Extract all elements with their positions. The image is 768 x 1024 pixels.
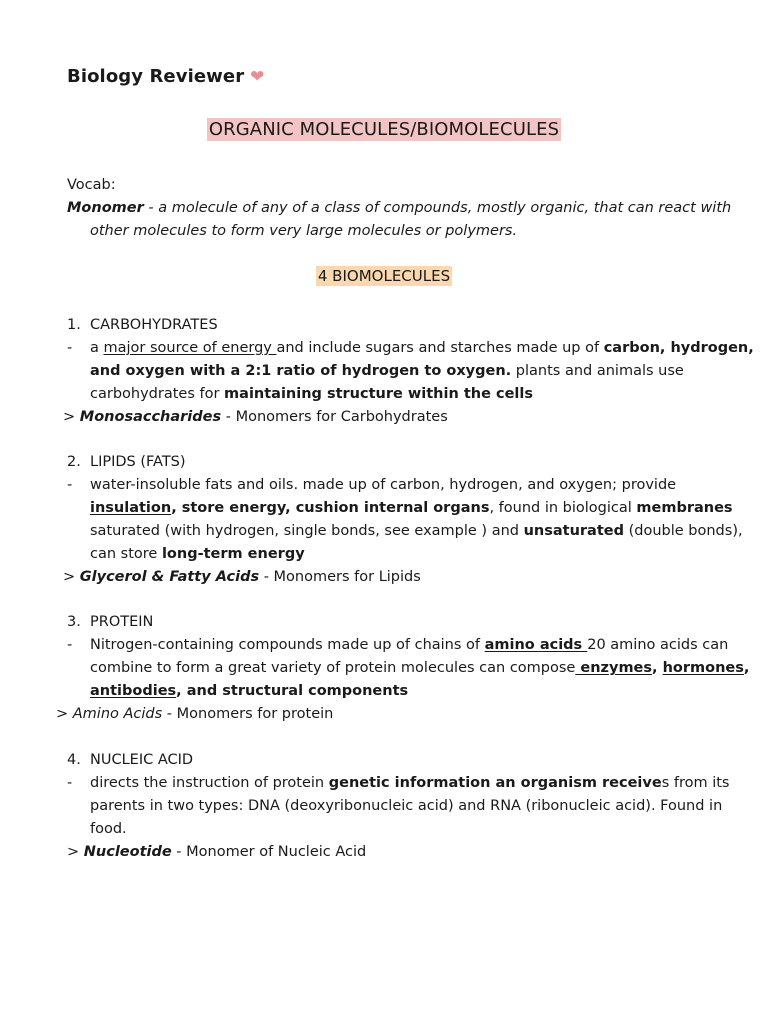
- underlined-text: major source of energy: [103, 340, 277, 356]
- section-text-line: [90, 338, 754, 358]
- text-run: s from its: [661, 775, 730, 791]
- text-run: can store: [90, 546, 162, 562]
- section-text-line: [90, 819, 127, 839]
- bullet-dash: -: [67, 637, 73, 653]
- section-number: 1.: [67, 317, 81, 333]
- bold-text: unsaturated: [523, 523, 624, 539]
- bullet-dash: -: [67, 340, 73, 356]
- text-run: parents in two types: DNA (deoxyribonucleic acid) and RNA (ribonucleic acid). Found in: [90, 798, 723, 814]
- bullet-dash: -: [67, 775, 73, 791]
- sub-heading: 4 BIOMOLECULES: [317, 267, 451, 285]
- section-text-line: [90, 361, 684, 381]
- monomer-line: [67, 842, 366, 862]
- monomer-line: [63, 567, 421, 587]
- bold-underlined-text: insulation: [90, 500, 172, 516]
- text-run: , found in biological: [489, 500, 637, 516]
- section-text-line: [90, 681, 408, 701]
- bold-text: maintaining structure within the cells: [224, 386, 533, 402]
- main-heading-row: [0, 118, 768, 141]
- text-run: saturated (with hydrogen, single bonds, see example ) and: [90, 523, 524, 539]
- bold-underlined-text: antibodies: [90, 683, 177, 699]
- bold-text: , and structural components: [176, 683, 409, 699]
- text-run: food.: [90, 821, 127, 837]
- vocab-definition-line-1: [67, 198, 731, 218]
- monomer-term: Monosaccharides: [79, 409, 222, 425]
- main-heading: ORGANIC MOLECULES/BIOMOLECULES: [208, 119, 560, 140]
- section-text-line: [90, 498, 733, 518]
- bold-text: ,: [652, 660, 663, 676]
- text-run: combine to form a great variety of protein molecules can compose: [90, 660, 576, 676]
- vocab-term: Monomer: [67, 200, 144, 216]
- section-text-line: [90, 635, 728, 655]
- heart-icon: ❤: [250, 67, 265, 87]
- section-title: LIPIDS (FATS): [90, 454, 186, 470]
- monomer-term: Glycerol & Fatty Acids: [79, 569, 260, 585]
- vocab-definition-text: - a molecule of any of a class of compounds, mostly organic, that can react with: [143, 200, 732, 216]
- section-text-line: [90, 773, 729, 793]
- bold-underlined-text: hormones: [662, 660, 744, 676]
- monomer-description: - Monomers for Carbohydrates: [221, 409, 448, 425]
- section-text-line: [90, 658, 749, 678]
- vocab-definition-line-2: other molecules to form very large molecules or polymers.: [90, 223, 518, 239]
- section-title: PROTEIN: [90, 614, 154, 630]
- section-title: NUCLEIC ACID: [90, 752, 194, 768]
- bold-text: carbon, hydrogen,: [603, 340, 754, 356]
- text-run: water-insoluble fats and oils. made up of carbon, hydrogen, and oxygen; provide: [90, 477, 677, 493]
- bold-underlined-text: amino acids: [484, 637, 588, 653]
- text-run: Nitrogen-containing compounds made up of chains of: [90, 637, 485, 653]
- bullet-dash: -: [67, 477, 73, 493]
- bold-underlined-text: enzymes: [575, 660, 653, 676]
- bold-text: long-term energy: [161, 546, 305, 562]
- sub-heading-row: [0, 266, 768, 286]
- section-title: CARBOHYDRATES: [90, 317, 218, 333]
- monomer-term: Amino Acids: [72, 706, 163, 722]
- section-text-line: [90, 544, 305, 564]
- vocab-label: Vocab:: [67, 177, 116, 193]
- text-run: (double bonds),: [624, 523, 743, 539]
- text-run: and include sugars and starches made up of: [276, 340, 604, 356]
- text-run: plants and animals use: [511, 363, 684, 379]
- text-run: directs the instruction of protein: [90, 775, 329, 791]
- text-run: a: [90, 340, 104, 356]
- section-number: 4.: [67, 752, 81, 768]
- monomer-line: [63, 407, 448, 427]
- title-text: Biology Reviewer: [67, 66, 245, 87]
- text-run: 20 amino acids can: [587, 637, 729, 653]
- arrow-marker: >: [67, 844, 84, 860]
- monomer-description: - Monomer of Nucleic Acid: [171, 844, 367, 860]
- monomer-term: Nucleotide: [83, 844, 172, 860]
- section-text-line: [90, 796, 722, 816]
- arrow-marker: >: [63, 409, 80, 425]
- document-title: [67, 66, 265, 87]
- monomer-line: [56, 704, 333, 724]
- bold-text: ,: [743, 660, 750, 676]
- monomer-description: - Monomers for Lipids: [259, 569, 421, 585]
- bold-text: , store energy, cushion internal organs: [171, 500, 490, 516]
- arrow-marker: >: [63, 569, 80, 585]
- section-text-line: [90, 521, 743, 541]
- section-text-line: [90, 475, 676, 495]
- bold-text: and oxygen with a 2:1 ratio of hydrogen to oxygen.: [90, 363, 512, 379]
- arrow-marker: >: [56, 706, 73, 722]
- bold-text: genetic information an organism receive: [328, 775, 662, 791]
- text-run: carbohydrates for: [90, 386, 225, 402]
- monomer-description: - Monomers for protein: [162, 706, 334, 722]
- bold-text: membranes: [636, 500, 733, 516]
- section-text-line: [90, 384, 533, 404]
- section-number: 3.: [67, 614, 81, 630]
- section-number: 2.: [67, 454, 81, 470]
